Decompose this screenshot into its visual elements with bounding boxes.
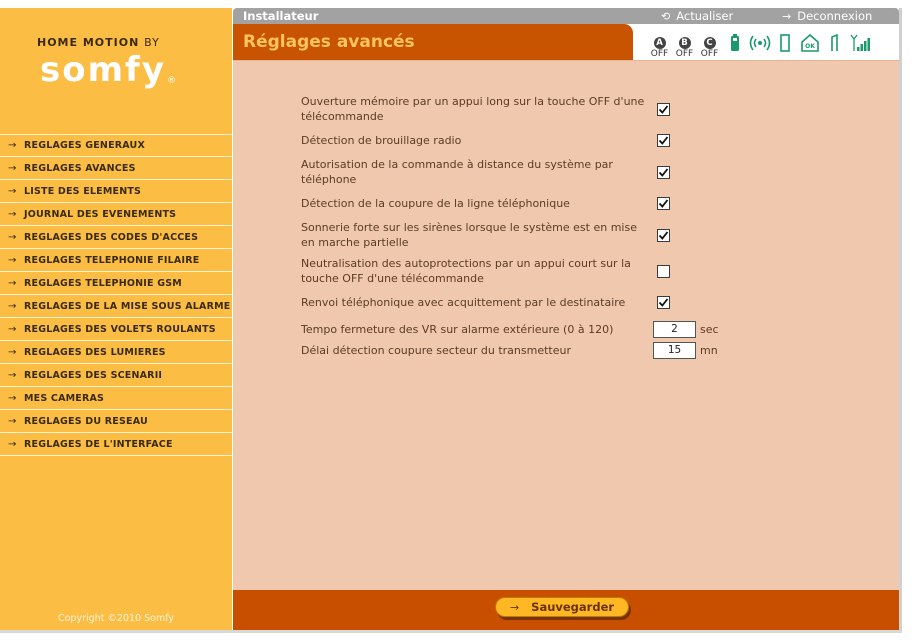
brand-tagline-by: BY: [144, 36, 160, 49]
sidebar-menu: [0, 134, 232, 456]
door-contact-icon: [772, 30, 797, 56]
zone-b-state: OFF: [675, 49, 694, 59]
setting-checkbox[interactable]: [657, 229, 670, 242]
somfy-logo: [40, 50, 178, 90]
arrow-right-icon: →: [8, 162, 17, 174]
setting-label: Détection de brouillage radio: [301, 134, 462, 147]
setting-label: Tempo fermeture des VR sur alarme extérieure (0 à 120): [301, 323, 614, 336]
sidebar-item-reglages-generaux[interactable]: [0, 134, 232, 157]
setting-checkbox[interactable]: [657, 134, 670, 147]
sidebar-item-label: REGLAGES DES SCENARII: [24, 369, 163, 381]
setting-unit: sec: [700, 323, 719, 336]
arrow-right-icon: →: [8, 185, 17, 197]
arrow-right-icon: →: [8, 300, 17, 312]
logout-link[interactable]: [782, 9, 872, 23]
setting-label: Détection de la coupure de la ligne téléphonique: [301, 197, 570, 210]
arrow-right-icon: →: [8, 277, 17, 289]
setting-checkbox[interactable]: [657, 197, 670, 210]
battery-icon: [722, 30, 747, 56]
setting-row: [301, 130, 741, 151]
sidebar-item-reglages-telephonie-filaire[interactable]: [0, 249, 232, 272]
setting-checkbox[interactable]: [657, 166, 670, 179]
refresh-link[interactable]: [661, 9, 733, 23]
setting-label: Sonnerie forte sur les sirènes lorsque le système est en mise en marche partielle: [301, 221, 637, 249]
zone-a-status: [647, 30, 672, 60]
setting-checkbox[interactable]: [657, 103, 670, 116]
zone-c-status: [697, 30, 722, 60]
sidebar-item-label: REGLAGES DE L'INTERFACE: [24, 438, 173, 450]
sidebar-item-reglages-de-l-interface[interactable]: [0, 433, 232, 456]
arrow-right-icon: →: [8, 415, 17, 427]
sidebar-item-reglages-avances[interactable]: [0, 157, 232, 180]
settings-panel: [233, 60, 899, 590]
logout-label: Deconnexion: [797, 9, 873, 23]
sensor-icon: [822, 30, 847, 56]
setting-label: Délai détection coupure secteur du transmetteur: [301, 344, 571, 357]
arrow-right-icon: →: [8, 392, 17, 404]
sidebar-item-journal-des-evenements[interactable]: [0, 203, 232, 226]
brand-tagline: [37, 36, 160, 49]
zone-a-state: OFF: [650, 49, 669, 59]
sidebar-item-reglages-de-la-mise-sous-alarme[interactable]: [0, 295, 232, 318]
setting-checkbox[interactable]: [657, 265, 670, 278]
save-label: Sauvegarder: [531, 600, 615, 614]
setting-number-input[interactable]: 2: [653, 321, 696, 338]
sidebar-item-label: REGLAGES DES LUMIERES: [24, 346, 166, 358]
sidebar-item-reglages-telephonie-gsm[interactable]: [0, 272, 232, 295]
home-ok-icon: [797, 30, 822, 56]
setting-row: [301, 220, 741, 250]
somfy-logo-mark: ®: [166, 76, 178, 86]
sidebar-item-reglages-du-reseau[interactable]: [0, 410, 232, 433]
sidebar-item-label: REGLAGES AVANCES: [24, 162, 136, 174]
save-button[interactable]: [495, 597, 629, 617]
sidebar-item-label: REGLAGES DU RESEAU: [24, 415, 148, 427]
setting-row: [301, 94, 741, 124]
sidebar-item-label: MES CAMERAS: [24, 392, 105, 404]
sidebar-item-label: JOURNAL DES EVENEMENTS: [24, 208, 177, 220]
settings-form: [301, 94, 741, 361]
brand: [0, 8, 232, 98]
arrow-right-icon: →: [8, 140, 17, 151]
refresh-label: Actualiser: [676, 9, 734, 23]
zone-a-icon: A: [654, 37, 666, 49]
setting-row: [301, 157, 741, 187]
copyright: Copyright ©2010 Somfy: [57, 613, 175, 624]
sidebar-item-reglages-des-codes-d-acces[interactable]: [0, 226, 232, 249]
zone-b-status: [672, 30, 697, 60]
sidebar-item-label: REGLAGES GENERAUX: [24, 140, 145, 151]
setting-row: [301, 340, 741, 361]
sidebar-item-label: REGLAGES DES VOLETS ROULANTS: [24, 323, 216, 335]
zone-b-icon: B: [679, 37, 691, 49]
sidebar-item-label: REGLAGES DE LA MISE SOUS ALARME: [24, 300, 231, 312]
arrow-right-icon: →: [8, 208, 17, 220]
sidebar: [0, 8, 232, 630]
radio-signal-icon: [747, 30, 772, 56]
arrow-right-icon: →: [8, 254, 17, 266]
somfy-logo-text: somfy: [40, 50, 166, 90]
brand-tagline-text: HOME MOTION: [37, 36, 140, 49]
setting-row: [301, 256, 741, 286]
setting-row: [301, 319, 741, 340]
frame-shadow-bottom: [0, 630, 902, 633]
sidebar-item-liste-des-elements[interactable]: [0, 180, 232, 203]
setting-label: Renvoi téléphonique avec acquittement par le destinataire: [301, 296, 626, 309]
sidebar-item-label: REGLAGES DES CODES D'ACCES: [24, 231, 199, 243]
sidebar-item-label: REGLAGES TELEPHONIE FILAIRE: [24, 254, 200, 266]
sidebar-item-reglages-des-scenarii[interactable]: [0, 364, 232, 387]
sidebar-item-label: REGLAGES TELEPHONIE GSM: [24, 277, 182, 289]
svg-text:OK: OK: [804, 43, 815, 50]
title-tab: [233, 24, 633, 60]
refresh-icon: ⟲: [661, 9, 671, 23]
frame-shadow-right: [899, 8, 902, 630]
setting-label: Autorisation de la commande à distance du système par téléphone: [301, 158, 613, 186]
setting-label: Neutralisation des autoprotections par un appui court sur la touche OFF d'une télécommande: [301, 257, 631, 285]
setting-label: Ouverture mémoire par un appui long sur la touche OFF d'une télécommande: [301, 95, 645, 123]
setting-unit: mn: [700, 344, 718, 357]
sidebar-item-reglages-des-volets-roulants[interactable]: [0, 318, 232, 341]
status-icons: [647, 30, 872, 58]
zone-c-state: OFF: [700, 49, 719, 59]
footer: [233, 590, 899, 630]
page-title: Réglages avancés: [243, 32, 415, 52]
setting-row: [301, 193, 741, 214]
header: [233, 24, 899, 60]
arrow-right-icon: →: [782, 9, 792, 23]
arrow-right-icon: →: [8, 231, 17, 243]
arrow-right-icon: →: [8, 369, 17, 381]
arrow-right-icon: →: [8, 323, 17, 335]
sidebar-item-mes-cameras[interactable]: [0, 387, 232, 410]
topbar-title: Installateur: [243, 9, 319, 23]
arrow-right-icon: →: [8, 346, 17, 358]
arrow-right-icon: →: [509, 600, 520, 614]
zone-c-icon: C: [704, 37, 716, 49]
top-bar: [233, 8, 899, 24]
setting-checkbox[interactable]: [657, 296, 670, 309]
sidebar-item-label: LISTE DES ELEMENTS: [24, 185, 142, 197]
gsm-signal-icon: [847, 30, 872, 56]
setting-row: [301, 292, 741, 313]
setting-number-input[interactable]: 15: [653, 342, 696, 359]
arrow-right-icon: →: [8, 438, 17, 450]
sidebar-item-reglages-des-lumieres[interactable]: [0, 341, 232, 364]
